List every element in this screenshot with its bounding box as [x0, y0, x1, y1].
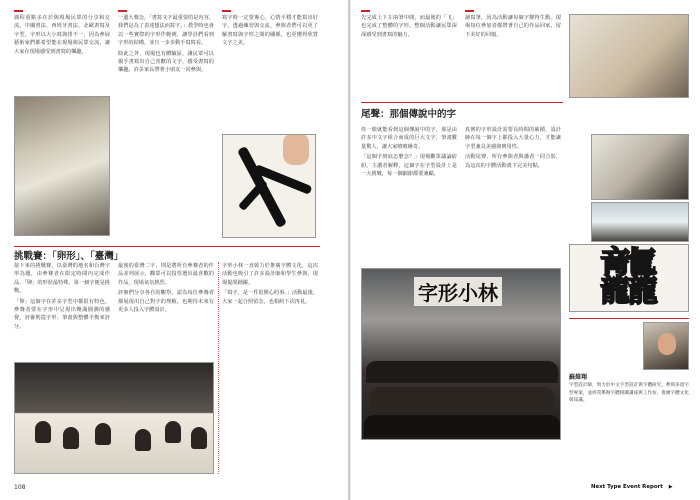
- left-col3-top-text: [222, 14, 318, 132]
- page-number: 108: [14, 484, 26, 491]
- section-rule: [361, 102, 563, 103]
- bio-name: 蘇煒翔: [569, 374, 588, 381]
- calligraphy-practice-photo: [569, 14, 689, 98]
- giant-glyph-photo: [569, 244, 689, 312]
- column-marker: [14, 10, 23, 12]
- paragraph: 接下來的挑戰賽，以臺灣的地名和台灣字形為題，由參賽者在限定時間內完成作品。「卵」的形狀最特殊，第一個字便是挑戰。: [14, 263, 110, 295]
- author-portrait: [643, 322, 689, 370]
- paragraph: 「卵」這個字在許多字型中都很有特色，參賽者要在字形中呈現出飽滿圓潤的感覺，評審則從字形、筆畫與整體平衡來評分。: [14, 298, 110, 330]
- paragraph: 評審們分享各自的觀察，認為每位參賽者都展現出自己對字的理解，也期待未來有更多人投入字體設計。: [118, 290, 214, 314]
- event-crowd-photo: [14, 362, 214, 474]
- left-col2-bottom-text: [118, 262, 214, 360]
- left-col1-top-text: [14, 14, 110, 92]
- paragraph: 讀寫筆，因為活動讓每個字變得生動。現場每位參加者都帶著自己的作品回家，留下美好的回憶。: [465, 15, 561, 38]
- exhibit-photo: [591, 202, 689, 242]
- paragraph: 你一眼就能看到這個傳說中的字，那是由許多中文字組合而成的巨大文字，筆畫數量驚人，讓大家嘖嘖稱奇。: [361, 127, 457, 150]
- paragraph: 除此之外，現場也有體驗區，讓民眾可以親手書寫出自己喜歡的文字，感受書寫的樂趣。許多家長帶著小朋友一同參與。: [118, 50, 214, 74]
- group-photo: [361, 268, 561, 440]
- left-col1-bottom-text: [14, 262, 110, 360]
- workshop-photo: [14, 96, 110, 236]
- paragraph: 最後的臺灣二字，則是將所有參賽者的作品並列展示，觀眾可以投票選出最喜歡的作品，現場氣氛熱烈。: [118, 263, 214, 286]
- paragraph: 真實的字形設計需要長時間的累積，設計師在每一個字上都投入大量心力，才能讓字型兼具美感與實用性。: [465, 127, 561, 150]
- right-col2-bottom-text: [465, 126, 561, 264]
- left-page: [0, 0, 349, 500]
- paragraph: 「這個字到底怎麼念？」現場觀眾議論紛紛。主講者解釋，這個字在字型設計上是一大挑戰，每一個細節都要兼顧。: [361, 154, 457, 178]
- left-col2-top-text: [118, 14, 214, 214]
- brush-writing-photo: [591, 134, 689, 200]
- right-page: [351, 0, 700, 500]
- paragraph: 先完成上下左兩筆中間，而最後的「飞」也完成了整體的字形。整個活動讓民眾深深感受到書寫的魅力。: [361, 15, 457, 38]
- brush-calligraphy-photo: [222, 134, 316, 238]
- paragraph: 一邊大聲念，「書寫文字最重要的是內容，我們是為了表達想法而寫字。」教學時也會以一些實際的字形作範例，讓學員們看到字形的結構，並且一步步動手寫寫看。: [118, 15, 214, 47]
- paragraph: 字形小林一直致力於推廣字體文化，這次活動也吸引了許多設計師和學生參與，現場提問踴躍。: [222, 263, 318, 286]
- column-marker: [465, 10, 474, 12]
- left-col3-bottom-text: [222, 262, 318, 476]
- right-col1-bottom-text: [361, 126, 457, 264]
- giant-glyph: 龘: [597, 244, 660, 312]
- bio-rule: [569, 318, 689, 319]
- right-col2-top-text: [465, 14, 561, 92]
- paragraph: 活動尾聲，所有參與者與講者一同合影，為這次的字體活動畫下完美句點。: [465, 154, 561, 169]
- column-divider: [218, 262, 219, 474]
- right-col1-top-text: [361, 14, 457, 92]
- paragraph: 課程重點多在於與現場民眾的分享和交流，中國書法、西班牙書法、北歐書寫及字型，字形以大小寫與排不一，因為參展藝術家們都希望能在現場與民眾交流，讓大家在現場感受到書寫的樂趣。: [14, 15, 110, 55]
- shop-sign: 字形小林: [414, 277, 502, 306]
- paragraph: 「寫字，是一件很開心的事。」活動最後，大家一起合照留念，也相約下次再見。: [222, 290, 318, 305]
- running-footer-title: Next Type Event Report: [591, 484, 663, 490]
- section-rule: [14, 246, 320, 247]
- column-marker: [222, 10, 231, 12]
- column-marker: [361, 10, 370, 12]
- column-marker: [118, 10, 127, 12]
- section-title-challenge: 挑戰賽：「卵形」、「臺灣」: [14, 251, 124, 262]
- section-title-epilogue: 尾聲：那個傳說中的字: [361, 109, 457, 120]
- bio-text: 字型設計師，致力於中文字型設計與字體研究，參與多項字型專案，並經常舉辦字體相關講座與工作坊，推廣字體文化與知識。: [569, 383, 689, 404]
- paragraph: 寫字時一定要專心，心情平穩才能寫出好字。透過練習與交流，參與者們可以更了解書寫與字形之間的關係，也更懂得欣賞文字之美。: [222, 15, 318, 47]
- running-footer: [591, 484, 673, 490]
- triangle-right-icon: ▶: [668, 484, 673, 490]
